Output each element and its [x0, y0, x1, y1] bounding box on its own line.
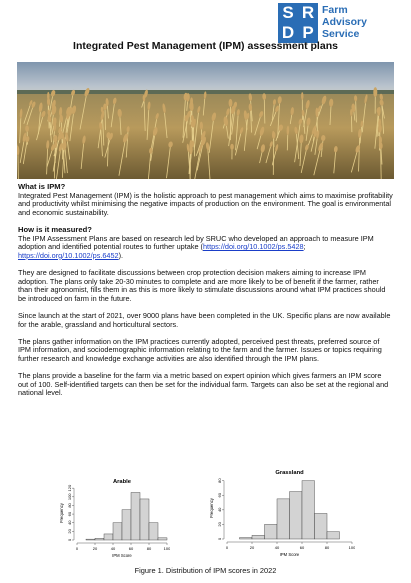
histogram-bar	[113, 523, 122, 540]
histogram-bar	[86, 539, 95, 540]
section-heading: How is it measured?	[18, 224, 92, 234]
logo-line: Advisory	[322, 16, 367, 28]
paragraph-text: The IPM Assessment Plans are based on research led by SRUC who developed an approach to measure IPM adoption and identified potential routes to further uptake (	[18, 233, 374, 252]
histogram-bar	[240, 538, 253, 539]
x-tick-label: 20	[92, 546, 98, 551]
x-tick-label: 20	[249, 545, 255, 550]
histogram-bar	[131, 492, 140, 540]
histogram-bar	[290, 492, 303, 539]
histogram-bar	[277, 499, 290, 539]
chart-title: Arable	[112, 479, 132, 485]
paragraph: Integrated Pest Management (IPM) is the holistic approach to pest management which aims to maximise profitability and productivity whilst minimising the negative impacts of production on the environment. The goal is environmental and economic sustainability.	[18, 190, 393, 217]
logo-letter: S	[282, 3, 294, 22]
paragraph-text: ).	[118, 250, 124, 260]
histogram-grassland	[205, 470, 355, 564]
logo-letter: D	[281, 23, 295, 42]
y-axis-label: Frequency	[209, 498, 214, 518]
barley-head	[230, 144, 234, 150]
logo-letter: R	[301, 3, 315, 22]
x-tick-label: 0	[75, 546, 79, 551]
histogram-arable	[55, 478, 170, 564]
doi-link[interactable]: https://doi.org/10.1002/ps.6452	[18, 250, 119, 260]
section-heading: What is IPM?	[18, 182, 66, 191]
histogram-bar	[149, 523, 158, 540]
y-tick-label: 120	[67, 484, 72, 492]
doi-link[interactable]: https://doi.org/10.1002/ps.5428	[202, 242, 304, 252]
x-tick-label: 100	[163, 546, 170, 551]
x-tick-label: 60	[299, 545, 305, 550]
histogram-arable-svg	[55, 478, 170, 564]
x-axis-label: IPM Score	[112, 553, 132, 558]
histogram-grassland-svg	[205, 470, 355, 564]
y-tick-label: 40	[67, 520, 72, 525]
x-tick-label: 0	[225, 545, 229, 550]
y-tick-label: 100	[67, 493, 72, 501]
y-tick-label: 80	[217, 478, 222, 483]
barley-head	[229, 99, 233, 107]
y-tick-label: 60	[67, 511, 72, 517]
y-tick-label: 0	[67, 538, 72, 542]
logo-letter: P	[302, 23, 314, 42]
histogram-bar	[158, 538, 167, 540]
x-tick-label: 60	[128, 546, 134, 551]
logo-line: Farm	[322, 4, 348, 16]
link-separator: ;	[303, 242, 306, 252]
x-tick-label: 80	[146, 546, 152, 551]
paragraph: The plans gather information on the IPM practices currently adopted, perceived pest threats, preferred source of IPM information, and sociodemographic information relating to the farm and the farmer. Issues or topics requiring further research and knowledge exchange activities are also identified through the IPM plans.	[18, 336, 382, 363]
y-axis-label: Frequency	[59, 503, 64, 523]
y-tick-label: 80	[67, 503, 72, 508]
y-tick-label: 60	[217, 493, 222, 498]
histogram-bar	[122, 510, 131, 540]
paragraph: They are designed to facilitate discussions between crop protection decision makers aiming to increase IPM adoption. The plans only take 20-30 minutes to complete and are more likely to be of benefit if the farmer, rather than their agronomist, fills them in as this is more likely to stimulate discussions around what IPM practices should be introduced on farm in the future.	[18, 267, 386, 303]
y-tick-label: 20	[217, 522, 222, 527]
paragraph: Since launch at the start of 2021, over 9000 plans have been completed in the UK. Specific plans are now available for the arable, grassland and horticultural sectors.	[18, 310, 391, 329]
x-tick-label: 100	[348, 545, 355, 550]
y-tick-label: 40	[217, 507, 222, 513]
article-body	[18, 183, 393, 406]
histogram-bar	[104, 534, 113, 540]
chart-title: Grassland	[275, 470, 304, 476]
x-tick-label: 80	[324, 545, 330, 550]
barley-field-photo	[17, 62, 394, 179]
histogram-bar	[327, 532, 340, 539]
logo-wordmark	[322, 4, 367, 40]
x-tick-label: 40	[274, 545, 280, 550]
fas-logo	[278, 3, 398, 45]
x-axis-label: IPM Score	[279, 552, 300, 557]
histogram-bar	[252, 535, 265, 539]
logo-line: Service	[322, 28, 360, 40]
histogram-bar	[302, 481, 315, 539]
histogram-bar	[140, 499, 149, 540]
paragraph	[18, 235, 393, 261]
logo-mark	[278, 3, 318, 43]
figure-caption: Figure 1. Distribution of IPM scores in 2022	[134, 566, 277, 575]
histogram-bar	[95, 538, 104, 540]
y-tick-label: 20	[67, 529, 72, 534]
paragraph: The plans provide a baseline for the farm via a metric based on expert opinion which gives farmers an IPM score out of 100. Self-identified targets can then be set for the individual farm. Targets can also be set at the regional and national level.	[18, 371, 389, 398]
page-title: Integrated Pest Management (IPM) assessment plans	[73, 40, 338, 52]
y-tick-label: 0	[217, 537, 222, 541]
x-tick-label: 40	[110, 546, 116, 551]
histogram-bar	[315, 513, 328, 539]
histogram-bar	[265, 524, 278, 539]
